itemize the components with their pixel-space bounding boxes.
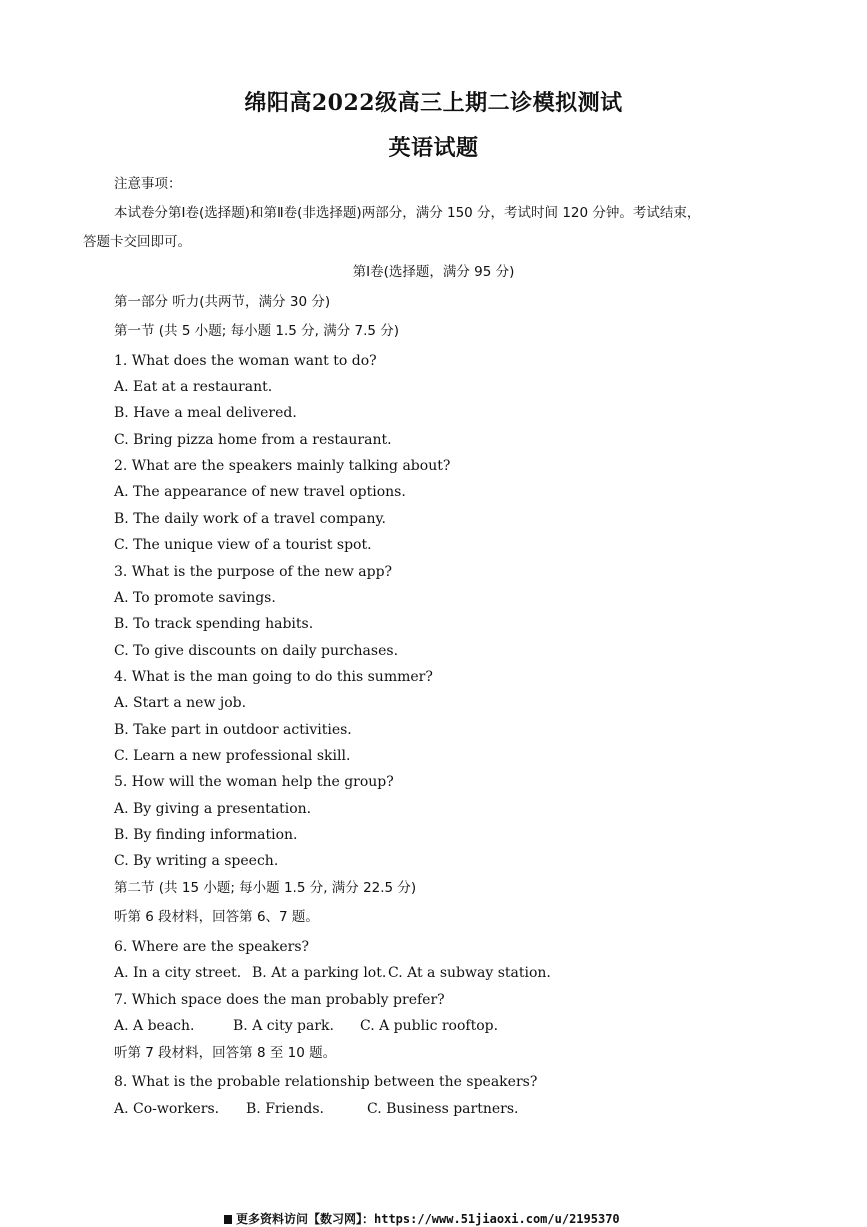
question-3-option-c: C. To give discounts on daily purchases. <box>114 643 399 659</box>
notice-heading: 注意事项： <box>114 176 182 192</box>
part1-section2-heading: 第二节 (共 15 小题; 每小题 1.5 分, 满分 22.5 分) <box>114 880 417 896</box>
question-1-option-c: C. Bring pizza home from a restaurant. <box>114 432 392 448</box>
notice-body-line1: 本试卷分第Ⅰ卷(选择题)和第Ⅱ卷(非选择题)两部分，满分 150 分，考试时间 120 分钟。考试结束， <box>114 205 701 221</box>
question-1-option-a: A. Eat at a restaurant. <box>114 379 273 395</box>
notice-body-line2: 答题卡交回即可。 <box>83 234 191 250</box>
question-5: 5. How will the woman help the group? <box>114 774 394 790</box>
footer-link[interactable] <box>224 1210 620 1227</box>
question-8-option-c: C. Business partners. <box>367 1101 519 1117</box>
question-3-option-b: B. To track spending habits. <box>114 616 314 632</box>
passage-6-instruction: 听第 6 段材料，回答第 6、7 题。 <box>114 909 319 925</box>
question-3: 3. What is the purpose of the new app? <box>114 564 393 580</box>
question-2-option-a: A. The appearance of new travel options. <box>114 484 406 500</box>
question-6-option-c: C. At a subway station. <box>388 965 551 981</box>
question-5-option-b: B. By finding information. <box>114 827 298 843</box>
flag-icon <box>224 1215 232 1224</box>
question-7: 7. Which space does the man probably prefer? <box>114 992 445 1008</box>
question-6-option-a: A. In a city street. <box>114 965 242 981</box>
question-8: 8. What is the probable relationship between the speakers? <box>114 1074 538 1090</box>
question-4-option-c: C. Learn a new professional skill. <box>114 748 351 764</box>
question-6: 6. Where are the speakers? <box>114 939 310 955</box>
question-7-option-c: C. A public rooftop. <box>360 1018 499 1034</box>
question-5-option-a: A. By giving a presentation. <box>114 801 312 817</box>
question-3-option-a: A. To promote savings. <box>114 590 276 606</box>
part1-heading: 第一部分 听力(共两节，满分 30 分) <box>114 294 331 310</box>
question-7-option-b: B. A city park. <box>233 1018 334 1034</box>
question-4-option-b: B. Take part in outdoor activities. <box>114 722 352 738</box>
question-8-option-a: A. Co-workers. <box>114 1101 220 1117</box>
question-2-option-b: B. The daily work of a travel company. <box>114 511 386 527</box>
question-4: 4. What is the man going to do this summer? <box>114 669 433 685</box>
passage-7-instruction: 听第 7 段材料，回答第 8 至 10 题。 <box>114 1045 337 1061</box>
question-5-option-c: C. By writing a speech. <box>114 853 279 869</box>
question-8-option-b: B. Friends. <box>246 1101 324 1117</box>
question-1: 1. What does the woman want to do? <box>114 353 377 369</box>
question-6-option-b: B. At a parking lot. <box>252 965 387 981</box>
question-1-option-b: B. Have a meal delivered. <box>114 405 297 421</box>
question-2-option-c: C. The unique view of a tourist spot. <box>114 537 372 553</box>
exam-subtitle: 英语试题 <box>388 135 479 161</box>
question-7-option-a: A. A beach. <box>114 1018 195 1034</box>
question-4-option-a: A. Start a new job. <box>114 695 247 711</box>
question-2: 2. What are the speakers mainly talking about? <box>114 458 451 474</box>
section-heading: 第Ⅰ卷(选择题，满分 95 分) <box>352 264 515 280</box>
footer-text: 更多资料访问【数习网】：https://www.51jiaoxi.com/u/2195370 <box>236 1212 620 1226</box>
part1-section1-heading: 第一节 (共 5 小题; 每小题 1.5 分, 满分 7.5 分) <box>114 323 400 339</box>
exam-title: 绵阳高2022级高三上期二诊模拟测试 <box>244 90 623 116</box>
